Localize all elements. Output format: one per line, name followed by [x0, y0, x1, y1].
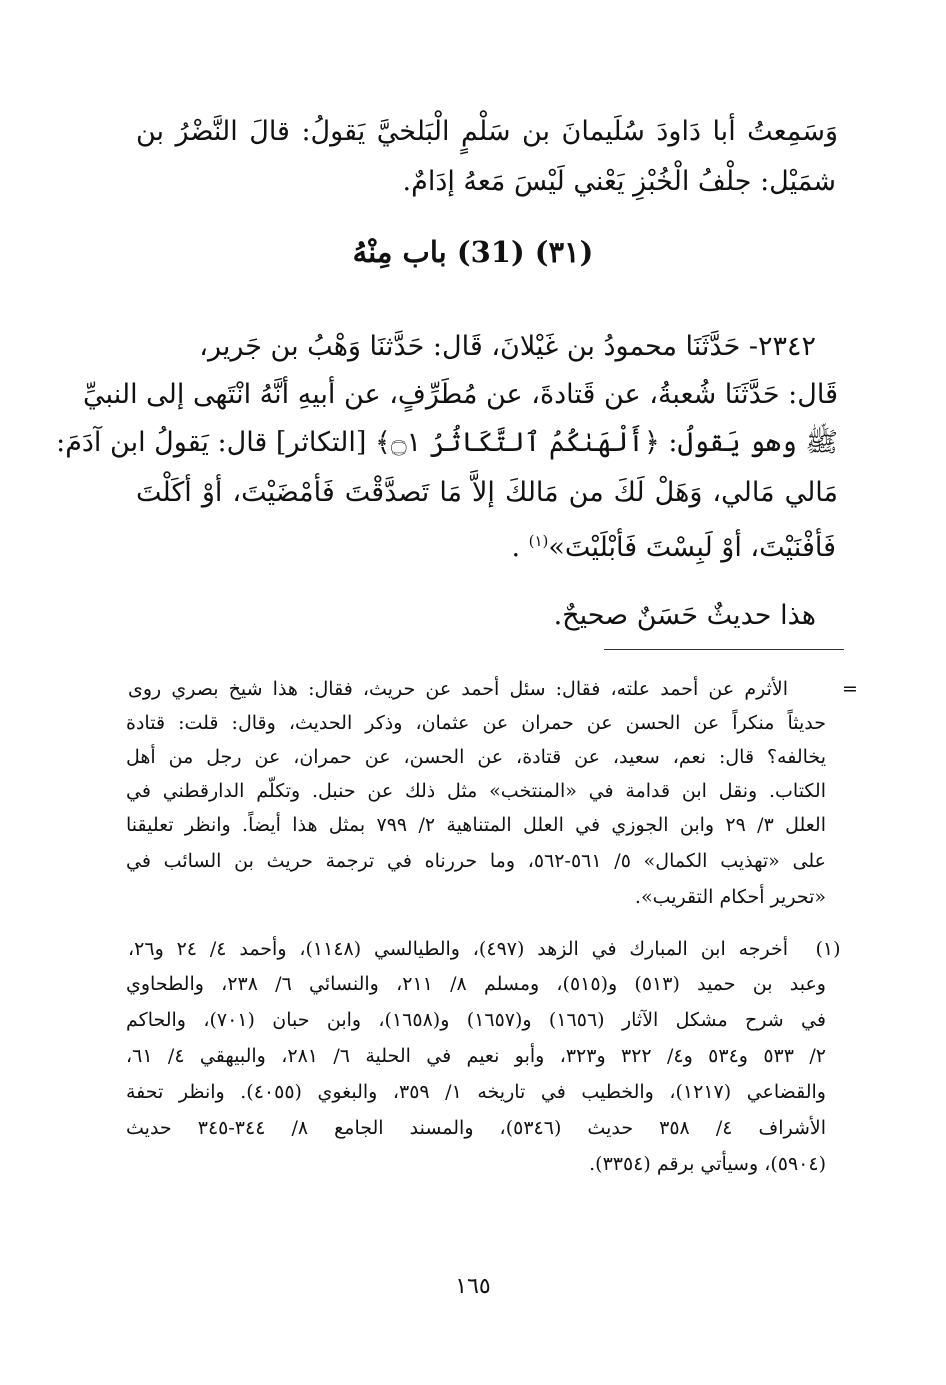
footnote-1-line: (٥٩٠٤)، وسيأتي برقم (٣٣٥٤).: [589, 1153, 826, 1175]
footnote-cont-line: حديثاً منكراً عن الحسن عن حمران عن عثمان، وذكر الحديث، وقال: قلت: قتادة: [126, 712, 826, 734]
footnote-continuation-mark: =: [842, 678, 858, 700]
page-number: ١٦٥: [455, 1274, 491, 1299]
footnote-1-line: الأشراف ٤/ ٣٥٨ حديث (٥٣٤٦)، والمسند الجامع ٨/ ٣٤٤-٣٤٥ حديث: [126, 1117, 827, 1139]
footnote-cont-line: العلل ٣/ ٢٩ وابن الجوزي في العلل المتناهية ٢/ ٧٩٩ بمثل هذا أيضاً. وانظر تعليقنا: [126, 814, 827, 836]
footnote-1-line: أخرجه ابن المبارك في الزهد (٤٩٧)، والطيالسي (١١٤٨)، وأحمد ٤/ ٢٤ و٢٦،: [128, 938, 789, 960]
footnote-1-line: والقضاعي (١٢١٧)، والخطيب في تاريخه ١/ ٣٥٩، والبغوي (٤٠٥٥). وانظر تحفة: [126, 1081, 826, 1103]
hadith-line-3: ﷺ وهو يَقولُ: ﴿أَلْهَىٰكُمُ ٱلتَّكَاثُرُ ۝١﴾ [التكاثر] قال: يَقولُ ابن آدَمَ:: [56, 427, 838, 458]
hadith-line-5-end: .: [511, 532, 529, 563]
chapter-heading: (٣١) (31) باب مِنْهُ: [352, 235, 594, 269]
footnote-cont-line: يخالفه؟ قال: نعم، سعيد، عن قتادة، عن الحسن، عن حمران، عن رجل من أهل: [126, 746, 826, 768]
footnote-ref-1: (١): [528, 532, 549, 550]
footnote-cont-line: الأثرم عن أحمد علته، فقال: سئل أحمد عن حريث، فقال: هذا شيخ بصري روى: [128, 678, 788, 700]
footnote-cont-line: على «تهذيب الكمال» ٥/ ٥٦١-٥٦٢، وما حررناه في ترجمة حريث بن السائب في: [126, 850, 826, 872]
footnote-1-mark: (١): [815, 938, 841, 960]
footnote-1-line: ٢/ ٥٣٣ و٥٣٤ و٤/ ٣٢٢ و٣٢٣، وأبو نعيم في الحلية ٦/ ٢٨١، والبيهقي ٤/ ٦١،: [126, 1045, 826, 1067]
footnote-1-line: وعبد بن حميد (٥١٣) و(٥١٥)، ومسلم ٨/ ٢١١، والنسائي ٦/ ٢٣٨، والطحاوي: [126, 973, 826, 995]
intro-line-1: وَسَمِعتُ أبا دَاودَ سُلَيمانَ بن سَلْمٍ الْبَلخيَّ يَقولُ: قالَ النَّضْرُ بن: [136, 116, 838, 147]
hadith-line-4: مَالي مَالي، وَهَلْ لَكَ من مَالكَ إلاَّ مَا تَصدَّقْتَ فَأمْضَيْتَ، أوْ أكَلْتَ: [136, 477, 838, 508]
intro-line-2: شمَيْل: جلْفُ الْخُبْزِ يَعْني لَيْسَ مَعهُ إدَامٌ.: [402, 166, 836, 197]
hadith-line-1: ٢٣٤٢- حَدَّثَنَا محمودُ بن غَيْلانَ، قَال: حَدَّثنَا وَهْبُ بن جَرير،: [199, 331, 816, 362]
hadith-line-2: قَال: حَدَّثَنَا شُعبةُ، عن قَتادةَ، عن مُطَرِّفٍ، عن أبيهِ أنَّهُ انْتَهى إلى النبيِّ: [83, 379, 838, 410]
footnote-1-line: في شرح مشكل الآثار (١٦٥٦) و(١٦٥٧) و(١٦٥٨)، وابن حبان (٧٠١)، والحاكم: [126, 1009, 826, 1031]
footnote-cont-line: «تحرير أحكام التقريب».: [634, 886, 826, 908]
hadith-grading: هذا حديثٌ حَسَنٌ صحيحٌ.: [553, 600, 816, 631]
footnote-divider: [604, 649, 844, 650]
hadith-line-5-text: فَأفْنَيْتَ، أوْ لَبِسْتَ فَأبْلَيْتَ»: [548, 532, 836, 563]
footnote-cont-line: الكتاب. ونقل ابن قدامة في «المنتخب» مثل ذلك عن حنبل. وتكلّم الدارقطني في: [126, 780, 826, 802]
hadith-line-5: [116, 521, 836, 568]
